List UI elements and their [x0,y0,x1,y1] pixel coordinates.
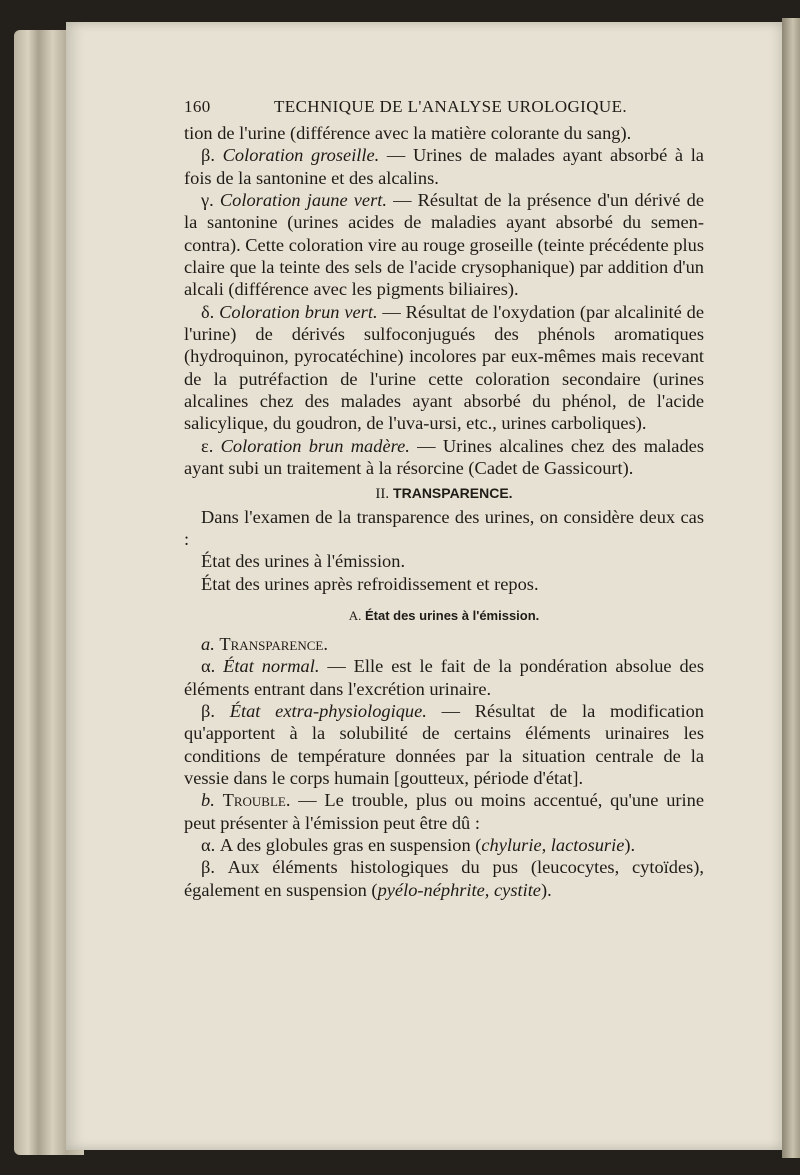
paragraph: γ. Coloration jaune vert. — Résultat de la présence d'un dérivé de la santonine (urines acides de maladies ayant absorbé du semen-contra). Cette coloration vire au rouge groseille (teinte précédente plus claire que la teinte des sels de l'acide crysophanique) par addition d'un alcali (différence avec les pigments biliaires). [184,190,704,300]
paragraph: tion de l'urine (différence avec la matière colorante du sang). [184,123,632,143]
paragraph: β. Coloration groseille. — Urines de malades ayant absorbé à la fois de la santonine et des alcalins. [184,145,704,188]
page-header [184,96,704,122]
paragraph: État des urines à l'émission. [201,551,406,572]
paragraph: État des urines après refroidissement et repos. [201,573,539,594]
paragraph: β. Aux éléments histologiques du pus (leucocytes, cytoïdes), également en suspension (pyélo-néphrite, cystite). [184,857,704,900]
section-heading: II. TRANSPARENCE. [375,484,513,502]
paragraph: β. État extra-physiologique. — Résultat de la modification qu'apportent à la solubilité de certains éléments urinaires les conditions de température données par la situation centrale de la vessie dans le corps humain [goutteux, période d'état]. [184,700,704,788]
paragraph: α. A des globules gras en suspension (chylurie, lactosurie). [201,834,636,855]
paragraph: Dans l'examen de la transparence des urines, on considère deux cas : [184,506,704,549]
subsection-heading: A. État des urines à l'émission. [348,607,540,623]
paragraph: ε. Coloration brun madère. — Urines alcalines chez des malades ayant subi un traitement à la résorcine (Cadet de Gassicourt). [184,435,704,479]
paragraph: δ. Coloration brun vert. — Résultat de l'oxydation (par alcalinité de l'urine) de dérivés sulfoconjugués des phénols aromatiques (hydroquinon, pyrocatéchine) incolores par eux-mêmes mais recevant de la putréfaction de l'urine cette coloration secondaire (urines alcalines chez des malades ayant absorbé du phénol, de l'acide salicylique, du goudron, de l'uva-ursi, etc., urines carboliques). [184,301,704,434]
paragraph: b. Trouble. — Le trouble, plus ou moins accentué, qu'une urine peut présenter à l'émission peut être dû : [184,790,704,833]
page-text [184,96,704,901]
running-title: TECHNIQUE DE L'ANALYSE UROLOGIQUE. [274,97,628,116]
book-spine [782,18,800,1158]
paragraph: α. État normal. — Elle est le fait de la pondération absolue des éléments entrant dans l'excrétion urinaire. [184,656,704,699]
page-number: 160 [184,97,211,116]
paragraph: a. Transparence. [201,633,328,654]
